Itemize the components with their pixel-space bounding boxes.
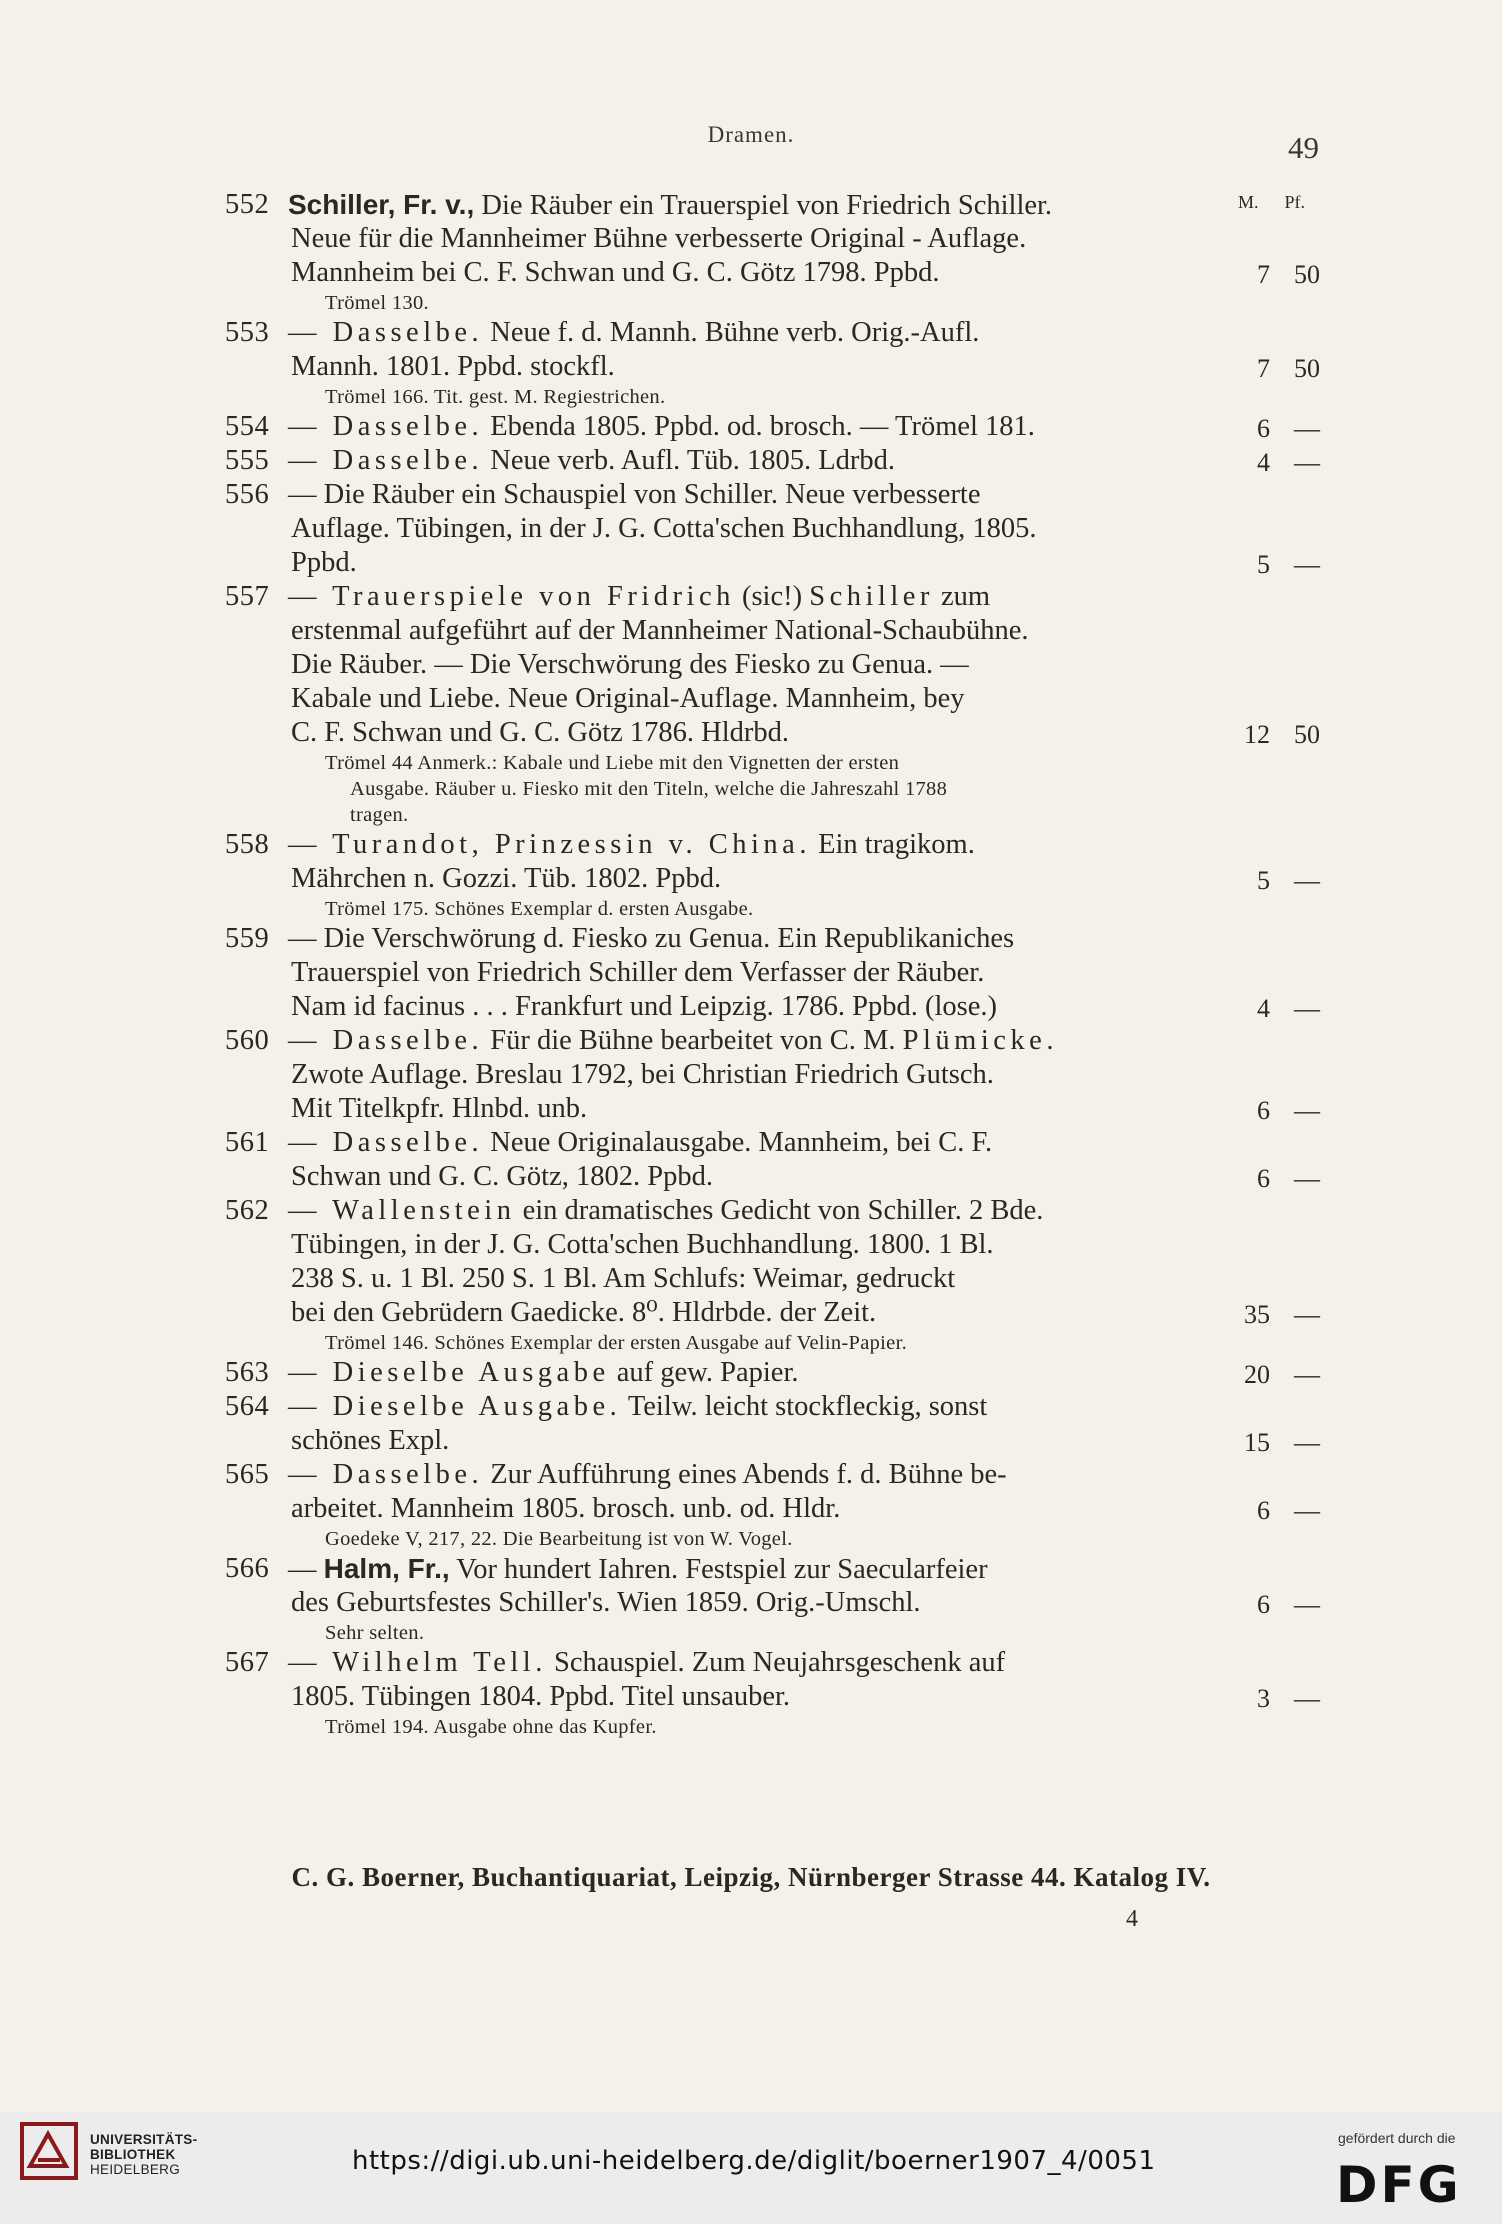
- entry-spaced-title: — Dasselbe.: [288, 1459, 484, 1490]
- price-pfennig: —: [1294, 448, 1320, 477]
- catalog-entry: [0, 1390, 1502, 1458]
- catalog-footer: C. G. Boerner, Buchantiquariat, Leipzig, Nürnberger Strasse 44. Katalog IV.: [291, 1862, 1211, 1892]
- price-pfennig: —: [1294, 994, 1320, 1023]
- entry-note: Trömel 175. Schönes Exemplar d. ersten Ausgabe.: [325, 898, 754, 920]
- entry-text-part: ein dramatisches Gedicht von Schiller. 2 Bde.: [515, 1195, 1044, 1226]
- entry-text: [291, 1424, 449, 1458]
- catalog-entry: [0, 1458, 1502, 1552]
- entry-line: [0, 1458, 1502, 1492]
- price-marks: 20: [1244, 1360, 1270, 1389]
- entry-text-part: Mannh. 1801. Ppbd. stockfl.: [291, 351, 615, 382]
- catalog-entry: [0, 444, 1502, 478]
- entry-price: [1220, 864, 1320, 898]
- entry-spaced-title: — Dasselbe.: [288, 445, 484, 476]
- price-marks: 6: [1257, 1496, 1270, 1525]
- entry-price: [1220, 446, 1320, 480]
- entry-text: [288, 580, 990, 614]
- entry-spaced-title: — Dieselbe Ausgabe.: [288, 1391, 622, 1422]
- entry-text-part: — Die Verschwörung d. Fiesko zu Genua. Ein Republikaniches: [288, 923, 1015, 954]
- entry-line: [0, 1296, 1502, 1330]
- catalog-entry: [0, 1646, 1502, 1740]
- running-title: Dramen.: [707, 122, 795, 147]
- entry-text: [291, 1586, 921, 1620]
- price-marks: 6: [1257, 1164, 1270, 1193]
- entry-number: 554: [225, 411, 270, 442]
- entry-text: [291, 222, 1026, 256]
- sheet-signature: 4: [1126, 1906, 1138, 1932]
- entry-text: [288, 1126, 992, 1160]
- entry-text-part: Tübingen, in der J. G. Cotta'schen Buchhandlung. 1800. 1 Bl.: [291, 1229, 994, 1260]
- price-marks: 4: [1257, 448, 1270, 477]
- entry-note: Ausgabe. Räuber u. Fiesko mit den Titeln, welche die Jahreszahl 1788: [350, 778, 948, 800]
- price-pfennig: 50: [1294, 720, 1320, 749]
- entry-line: [0, 922, 1502, 956]
- price-pfennig: 50: [1294, 354, 1320, 383]
- entry-number: 563: [225, 1357, 270, 1388]
- institution-name: [90, 2132, 197, 2177]
- entry-text-part: Neue für die Mannheimer Bühne verbesserte Original - Auflage.: [291, 223, 1027, 254]
- entry-text: [291, 1262, 955, 1296]
- university-library-logo-icon: [18, 2120, 80, 2182]
- permalink-url[interactable]: https://digi.ub.uni-heidelberg.de/diglit/boerner1907_4/0051: [352, 2146, 1156, 2176]
- entry-text: [288, 1646, 1005, 1680]
- entry-number: 558: [225, 829, 270, 860]
- entry-number: 559: [225, 923, 270, 954]
- entry-line: [0, 1228, 1502, 1262]
- entry-price: [1220, 1494, 1320, 1528]
- entry-price: [1220, 1358, 1320, 1392]
- entry-spaced-title: Plümicke: [902, 1025, 1047, 1056]
- entry-line: [0, 862, 1502, 896]
- entry-price: [1220, 352, 1320, 386]
- entry-text-part: Schwan und G. C. Götz, 1802. Ppbd.: [291, 1161, 713, 1192]
- catalog-entry: [0, 410, 1502, 444]
- entry-note: Trömel 44 Anmerk.: Kabale und Liebe mit den Vignetten der ersten: [325, 752, 900, 774]
- entry-text-part: C. F. Schwan und G. C. Götz 1786. Hldrbd.: [291, 717, 790, 748]
- entry-text-part: Mährchen n. Gozzi. Tüb. 1802. Ppbd.: [291, 863, 722, 894]
- entry-line: [0, 716, 1502, 750]
- entry-line: [0, 1356, 1502, 1390]
- entry-text: [291, 1228, 994, 1262]
- entry-note: tragen.: [350, 804, 409, 826]
- entry-text: [291, 1058, 994, 1092]
- entry-line: [0, 1126, 1502, 1160]
- entry-text: [291, 512, 1036, 546]
- catalog-entry: [0, 1024, 1502, 1126]
- price-marks: 4: [1257, 994, 1270, 1023]
- entry-line: [0, 682, 1502, 716]
- price-marks: 6: [1257, 1590, 1270, 1619]
- entry-line: [0, 188, 1502, 222]
- catalog-entry: [0, 478, 1502, 580]
- entry-spaced-title: — Dasselbe.: [288, 317, 484, 348]
- catalog-entry: [0, 828, 1502, 922]
- institution-line-1: UNIVERSITÄTS-: [90, 2132, 198, 2147]
- currency-marks-label: M.: [1238, 192, 1259, 212]
- price-pfennig: —: [1294, 1684, 1320, 1713]
- entry-author: Halm, Fr.,: [323, 1553, 450, 1584]
- entry-text-part: Ein tragikom.: [810, 829, 975, 860]
- entry-spaced-title: — Dasselbe.: [288, 1127, 484, 1158]
- catalog-entry: [0, 188, 1502, 316]
- entry-line: [0, 1646, 1502, 1680]
- entry-text: [288, 444, 895, 478]
- entry-text: [291, 1680, 790, 1714]
- entry-text: [288, 1194, 1043, 1228]
- entry-note: Sehr selten.: [325, 1622, 425, 1644]
- entry-line: [0, 1160, 1502, 1194]
- entry-text: [291, 648, 969, 682]
- entry-text-part: Schauspiel. Zum Neujahrsgeschenk auf: [546, 1647, 1006, 1678]
- entry-price: [1220, 1588, 1320, 1622]
- entry-spaced-title: — Dasselbe.: [288, 1025, 484, 1056]
- entry-spaced-title: — Turandot, Prinzessin v. China.: [288, 829, 811, 860]
- entry-line: [0, 614, 1502, 648]
- entry-text-part: Die Räuber ein Trauerspiel von Friedrich Schiller.: [474, 190, 1053, 221]
- entry-price: [1220, 412, 1320, 446]
- institution-line-3: HEIDELBERG: [90, 2162, 181, 2177]
- entry-text-part: —: [288, 1554, 324, 1585]
- entry-line: [0, 512, 1502, 546]
- entry-line: [0, 1424, 1502, 1458]
- price-marks: 6: [1257, 414, 1270, 443]
- catalog-entry: [0, 1356, 1502, 1390]
- entry-note: Trömel 146. Schönes Exemplar der ersten Ausgabe auf Velin-Papier.: [325, 1332, 907, 1354]
- entry-text: [291, 256, 939, 290]
- entry-text: [291, 1092, 587, 1126]
- entry-number: 555: [225, 445, 270, 476]
- entry-number: 564: [225, 1391, 270, 1422]
- entry-text-part: Ebenda 1805. Ppbd. od. brosch. — Trömel 181.: [483, 411, 1035, 442]
- entry-text-part: .: [1046, 1025, 1054, 1056]
- entry-line: [0, 256, 1502, 290]
- entry-text: [288, 1390, 987, 1424]
- entry-number: 553: [225, 317, 270, 348]
- entry-line: [0, 410, 1502, 444]
- entry-price: [1220, 258, 1320, 292]
- entry-text-part: des Geburtsfestes Schiller's. Wien 1859. Orig.-Umschl.: [291, 1587, 921, 1618]
- entry-line: [0, 1586, 1502, 1620]
- price-marks: 5: [1257, 866, 1270, 895]
- entry-line: [0, 648, 1502, 682]
- entry-spaced-title: — Wilhelm Tell.: [288, 1647, 547, 1678]
- entry-text-part: bei den Gebrüdern Gaedicke. 8⁰. Hldrbde. der Zeit.: [291, 1297, 877, 1328]
- entry-text-part: auf gew. Papier.: [609, 1357, 799, 1388]
- funded-by-label: gefördert durch die: [1338, 2130, 1456, 2146]
- entry-line: [0, 990, 1502, 1024]
- entry-text-part: Neue Originalausgabe. Mannheim, bei C. F.: [483, 1127, 993, 1158]
- entry-text-part: Teilw. leicht stockfleckig, sonst: [621, 1391, 988, 1422]
- entry-text: [288, 828, 975, 862]
- entry-line: [0, 1024, 1502, 1058]
- entry-text-part: Vor hundert Iahren. Festspiel zur Saecularfeier: [449, 1554, 988, 1585]
- entry-text: [291, 682, 964, 716]
- entry-number: 565: [225, 1459, 270, 1490]
- price-marks: 35: [1244, 1300, 1270, 1329]
- entry-text: [288, 188, 1052, 223]
- entry-text: [288, 478, 981, 512]
- entry-text-part: (sic!): [734, 581, 810, 612]
- catalog-entry: [0, 1194, 1502, 1356]
- entry-author: Schiller, Fr. v.,: [288, 189, 475, 220]
- entry-text-part: — Die Räuber ein Schauspiel von Schiller. Neue verbesserte: [288, 479, 981, 510]
- entry-line: [0, 1092, 1502, 1126]
- price-marks: 7: [1257, 260, 1270, 289]
- entry-price: [1220, 1298, 1320, 1332]
- entry-line: [0, 1680, 1502, 1714]
- entry-line: [0, 478, 1502, 512]
- entry-line: [0, 1262, 1502, 1296]
- price-pfennig: —: [1294, 1164, 1320, 1193]
- entry-price: [1220, 1426, 1320, 1460]
- price-pfennig: —: [1294, 1300, 1320, 1329]
- entry-note: Trömel 130.: [325, 292, 429, 314]
- entry-price: [1220, 1094, 1320, 1128]
- entry-price: [1220, 1162, 1320, 1196]
- entry-number: 566: [225, 1553, 270, 1584]
- entry-number: 556: [225, 479, 270, 510]
- price-marks: 15: [1244, 1428, 1270, 1457]
- entry-text: [291, 990, 997, 1024]
- entry-text: [291, 716, 789, 750]
- entry-text-part: Mannheim bei C. F. Schwan und G. C. Götz 1798. Ppbd.: [291, 257, 940, 288]
- entry-text: [288, 1458, 1007, 1492]
- price-pfennig: —: [1294, 414, 1320, 443]
- price-marks: 7: [1257, 354, 1270, 383]
- entry-note: Trömel 166. Tit. gest. M. Regiestrichen.: [325, 386, 666, 408]
- entry-text: [288, 922, 1014, 956]
- entry-text-part: Die Räuber. — Die Verschwörung des Fiesko zu Genua. —: [291, 649, 969, 680]
- entry-number: 557: [225, 581, 270, 612]
- digitization-banner: [0, 2112, 1502, 2224]
- entry-line: [0, 444, 1502, 478]
- entry-line: [0, 1552, 1502, 1586]
- institution-line-2: BIBLIOTHEK: [90, 2147, 176, 2162]
- entry-text-part: 238 S. u. 1 Bl. 250 S. 1 Bl. Am Schlufs: Weimar, gedruckt: [291, 1263, 956, 1294]
- catalog-entry: [0, 1126, 1502, 1194]
- entry-line: [0, 222, 1502, 256]
- dfg-logo: DFG: [1336, 2156, 1462, 2214]
- entry-price: [1220, 548, 1320, 582]
- currency-pf-label: Pf.: [1284, 192, 1306, 212]
- entry-line: [0, 1492, 1502, 1526]
- entry-text: [291, 1296, 876, 1330]
- price-pfennig: —: [1294, 1428, 1320, 1457]
- catalog-entry: [0, 1552, 1502, 1646]
- entry-text: [288, 316, 979, 350]
- price-pfennig: —: [1294, 550, 1320, 579]
- entry-line: [0, 580, 1502, 614]
- price-marks: 6: [1257, 1096, 1270, 1125]
- price-pfennig: —: [1294, 866, 1320, 895]
- entry-text-part: Mit Titelkpfr. Hlnbd. unb.: [291, 1093, 588, 1124]
- entry-text: [291, 614, 1029, 648]
- entry-spaced-title: — Wallenstein: [288, 1195, 516, 1226]
- entry-line: [0, 546, 1502, 580]
- entry-price: [1220, 718, 1320, 752]
- entry-line: [0, 316, 1502, 350]
- entry-number: 562: [225, 1195, 270, 1226]
- price-marks: 12: [1244, 720, 1270, 749]
- price-marks: 5: [1257, 550, 1270, 579]
- catalog-entry: [0, 922, 1502, 1024]
- entry-text: [291, 862, 721, 896]
- entry-text-part: erstenmal aufgeführt auf der Mannheimer National-Schaubühne.: [291, 615, 1029, 646]
- entry-text: [291, 350, 615, 384]
- entry-text-part: Auflage. Tübingen, in der J. G. Cotta'schen Buchhandlung, 1805.: [291, 513, 1037, 544]
- entry-text: [291, 956, 984, 990]
- entry-text-part: Ppbd.: [291, 547, 357, 578]
- entry-text: [288, 1024, 1053, 1058]
- entry-text-part: schönes Expl.: [291, 1425, 450, 1456]
- entry-line: [0, 956, 1502, 990]
- price-pfennig: —: [1294, 1360, 1320, 1389]
- entry-text: [291, 546, 357, 580]
- price-pfennig: —: [1294, 1590, 1320, 1619]
- entry-text: [288, 410, 1035, 444]
- entry-line: [0, 1058, 1502, 1092]
- entry-text: [291, 1492, 840, 1526]
- entry-text-part: arbeitet. Mannheim 1805. brosch. unb. od. Hldr.: [291, 1493, 841, 1524]
- price-pfennig: 50: [1294, 260, 1320, 289]
- price-pfennig: —: [1294, 1096, 1320, 1125]
- entry-text-part: Kabale und Liebe. Neue Original-Auflage. Mannheim, bey: [291, 683, 965, 714]
- entry-line: [0, 1194, 1502, 1228]
- entry-text-part: Zwote Auflage. Breslau 1792, bei Christian Friedrich Gutsch.: [291, 1059, 994, 1090]
- entry-spaced-title: — Trauerspiele von Fridrich: [288, 581, 735, 612]
- entry-price: [1220, 992, 1320, 1026]
- entry-text-part: Trauerspiel von Friedrich Schiller dem Verfasser der Räuber.: [291, 957, 985, 988]
- price-marks: 3: [1257, 1684, 1270, 1713]
- entry-note: Goedeke V, 217, 22. Die Bearbeitung ist von W. Vogel.: [325, 1528, 793, 1550]
- catalog-entry: [0, 316, 1502, 410]
- catalog-entries: [0, 188, 1502, 1740]
- entry-text-part: Neue verb. Aufl. Tüb. 1805. Ldrbd.: [483, 445, 895, 476]
- entry-line: [0, 828, 1502, 862]
- entry-spaced-title: Schiller: [809, 581, 934, 612]
- entry-text-part: Nam id facinus . . . Frankfurt und Leipzig. 1786. Ppbd. (lose.): [291, 991, 998, 1022]
- catalog-entry: [0, 580, 1502, 828]
- entry-spaced-title: — Dasselbe.: [288, 411, 484, 442]
- entry-line: [0, 1390, 1502, 1424]
- entry-number: 552: [225, 189, 270, 220]
- entry-price: [1220, 1682, 1320, 1716]
- page-number: 49: [1288, 130, 1319, 165]
- entry-line: [0, 350, 1502, 384]
- entry-text-part: Für die Bühne bearbeitet von C. M.: [483, 1025, 903, 1056]
- entry-spaced-title: — Dieselbe Ausgabe: [288, 1357, 610, 1388]
- entry-text-part: Zur Aufführung eines Abends f. d. Bühne be-: [483, 1459, 1007, 1490]
- entry-text: [291, 1160, 713, 1194]
- entry-number: 561: [225, 1127, 270, 1158]
- entry-number: 560: [225, 1025, 270, 1056]
- entry-number: 567: [225, 1647, 270, 1678]
- entry-text: [288, 1356, 799, 1390]
- entry-text-part: Neue f. d. Mannh. Bühne verb. Orig.-Aufl.: [483, 317, 980, 348]
- entry-text-part: 1805. Tübingen 1804. Ppbd. Titel unsauber.: [291, 1681, 791, 1712]
- entry-text-part: zum: [933, 581, 991, 612]
- entry-text: [288, 1552, 988, 1587]
- price-pfennig: —: [1294, 1496, 1320, 1525]
- entry-note: Trömel 194. Ausgabe ohne das Kupfer.: [325, 1716, 657, 1738]
